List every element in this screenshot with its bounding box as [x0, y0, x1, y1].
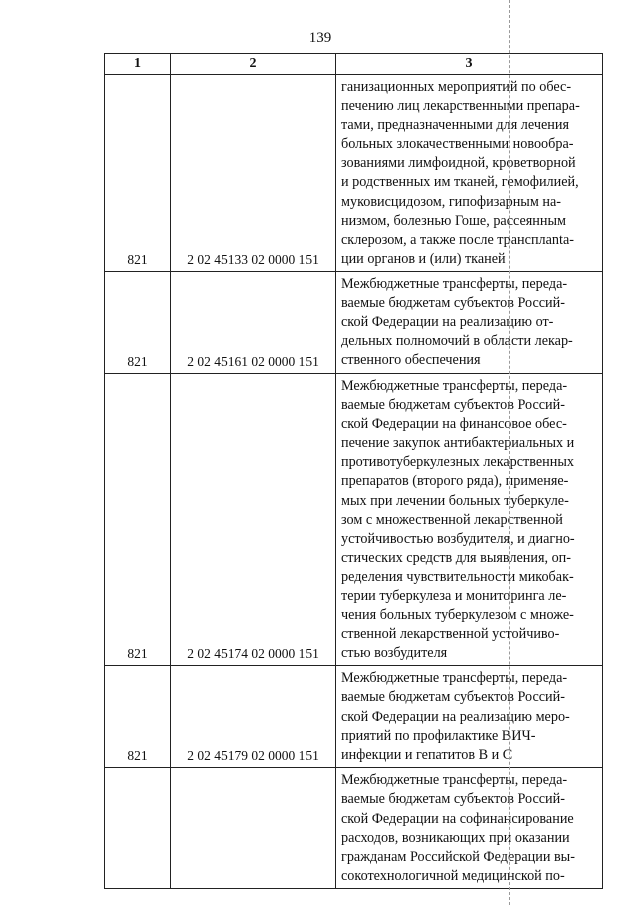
header-column-3: 3: [336, 54, 603, 75]
budget-code-cell: 2 02 45133 02 0000 151: [171, 75, 336, 272]
description-cell: [336, 373, 603, 665]
description-line: ваемые бюджетам субъектов Россий-: [341, 689, 565, 706]
admin-code-cell: 821: [105, 666, 171, 768]
admin-code-cell: 821: [105, 271, 171, 373]
admin-code-cell: 821: [105, 373, 171, 665]
description-line: расходов, возникающих при оказании: [341, 829, 570, 846]
description-line: муковисцидозом, гипофизарным на-: [341, 193, 561, 210]
table-row: [105, 271, 603, 373]
budget-code-cell: [171, 768, 336, 889]
description-line: Межбюджетные трансферты, переда-: [341, 377, 568, 394]
description-line: и родственных им тканей, гемофилией,: [341, 174, 579, 191]
description-cell: [336, 768, 603, 889]
description-line: стью возбудителя: [341, 645, 448, 662]
table-header-row: [105, 54, 603, 75]
description-line: инфекции и гепатитов В и С: [341, 746, 513, 763]
description-line: препаратов (второго ряда), применяе-: [341, 473, 569, 490]
budget-code-table: [104, 53, 603, 889]
description-line: ганизационных мероприятий по обес-: [341, 79, 572, 95]
description-line: печение закупок антибактериальных и: [341, 435, 575, 452]
table-row: [105, 373, 603, 665]
description-line: ции органов и (или) тканей: [341, 250, 506, 267]
description-line: низмом, болезнью Гоше, рассеянным: [341, 212, 566, 229]
description-cell: [336, 271, 603, 373]
table-row: [105, 75, 603, 272]
description-line: стических средств для выявления, оп-: [341, 549, 571, 566]
description-line: чения больных туберкулезом с множе-: [341, 607, 574, 624]
admin-code-cell: 821: [105, 75, 171, 272]
description-line: ской Федерации на финансовое обес-: [341, 416, 567, 433]
description-line: склерозом, а также после трансплanta-: [341, 231, 574, 248]
description-line: противотуберкулезных лекарственных: [341, 454, 574, 471]
description-cell: [336, 666, 603, 768]
admin-code-cell: [105, 768, 171, 889]
description-line: тами, предназначенными для лечения: [341, 117, 569, 134]
description-cell: [336, 75, 603, 272]
description-line: ственной лекарственной устойчиво-: [341, 626, 560, 643]
description-line: Межбюджетные трансферты, переда-: [341, 772, 568, 789]
description-line: мых при лечении больных туберкуле-: [341, 492, 569, 509]
budget-code-cell: 2 02 45174 02 0000 151: [171, 373, 336, 665]
description-line: ваемые бюджетам субъектов Россий-: [341, 397, 565, 414]
table-row: [105, 768, 603, 889]
description-line: приятий по профилактике ВИЧ-: [341, 727, 536, 744]
description-line: ственного обеспечения: [341, 352, 481, 369]
header-column-2: 2: [171, 54, 336, 75]
budget-code-cell: 2 02 45161 02 0000 151: [171, 271, 336, 373]
scan-fold-line: [509, 0, 510, 905]
description-line: ской Федерации на софинансирование: [341, 810, 574, 827]
description-line: больных злокачественными новообра-: [341, 136, 574, 153]
description-line: терии туберкулеза и мониторинга ле-: [341, 587, 567, 604]
description-line: ской Федерации на реализацию меро-: [341, 708, 570, 725]
description-line: ской Федерации на реализацию от-: [341, 314, 554, 331]
budget-code-cell: 2 02 45179 02 0000 151: [171, 666, 336, 768]
description-line: печению лиц лекарственными препара-: [341, 98, 580, 115]
description-line: ваемые бюджетам субъектов Россий-: [341, 791, 565, 808]
page-number: 139: [308, 30, 332, 46]
description-line: гражданам Российской Федерации вы-: [341, 848, 575, 865]
header-column-1: 1: [105, 54, 171, 75]
description-line: ваемые бюджетам субъектов Россий-: [341, 295, 565, 312]
description-line: зом с множественной лекарственной: [341, 511, 563, 528]
table-row: [105, 666, 603, 768]
description-line: сокотехнологичной медицинской по-: [341, 867, 565, 884]
description-line: устойчивостью возбудителя, и диагно-: [341, 530, 575, 547]
description-line: дельных полномочий в области лекар-: [341, 333, 573, 350]
description-line: Межбюджетные трансферты, переда-: [341, 670, 568, 687]
description-line: зованиями лимфоидной, кроветворной: [341, 155, 576, 172]
description-line: Межбюджетные трансферты, переда-: [341, 275, 568, 292]
description-line: ределения чувствительности микобак-: [341, 568, 574, 585]
